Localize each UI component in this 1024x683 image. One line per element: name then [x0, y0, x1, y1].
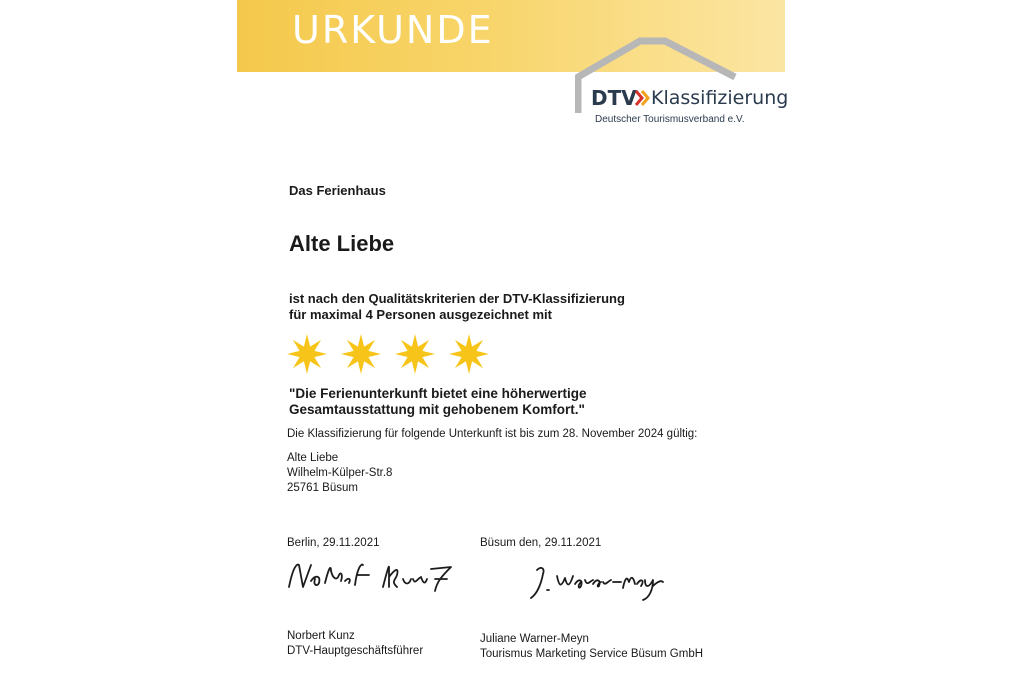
criteria-line-1: ist nach den Qualitätskriterien der DTV-Klassifizierung	[289, 291, 625, 306]
criteria-line-2: für maximal 4 Personen ausgezeichnet mit	[289, 307, 552, 322]
signature-kunz	[285, 557, 455, 597]
signatory-role: DTV-Hauptgeschäftsführer	[287, 645, 424, 657]
certificate-sheet	[237, 0, 789, 683]
place-date-buesum: Büsum den, 29.11.2021	[480, 537, 602, 549]
star-icon	[449, 334, 489, 374]
quote-line-2: Gesamtausstattung mit gehobenem Komfort."	[289, 402, 585, 417]
place-date-berlin: Berlin, 29.11.2021	[287, 537, 380, 549]
star-icon	[287, 334, 327, 374]
star-icon	[395, 334, 435, 374]
logo-brand: DTV	[591, 86, 637, 110]
address-line: 25761 Büsum	[287, 482, 358, 494]
star-rating	[287, 333, 497, 377]
address-line: Wilhelm-Külper-Str.8	[287, 467, 393, 479]
logo-subtitle: Deutscher Tourismusverband e.V.	[595, 114, 745, 125]
address-line: Alte Liebe	[287, 452, 339, 464]
signatory-name: Norbert Kunz	[287, 630, 355, 642]
intro-text: Das Ferienhaus	[289, 183, 386, 198]
signatory-role: Tourismus Marketing Service Büsum GmbH	[480, 648, 704, 660]
property-name: Alte Liebe	[289, 231, 395, 256]
quote-line-1: "Die Ferienunterkunft bietet eine höherwertige	[289, 386, 587, 401]
banner-title: URKUNDE	[292, 8, 494, 52]
logo-name: Klassifizierung	[651, 87, 789, 109]
validity-text: Die Klassifizierung für folgende Unterkunft ist bis zum 28. November 2024 gültig:	[287, 428, 698, 440]
star-icon	[341, 334, 381, 374]
signatory-name: Juliane Warner-Meyn	[480, 633, 589, 645]
signature-warner-meyn	[527, 560, 667, 604]
